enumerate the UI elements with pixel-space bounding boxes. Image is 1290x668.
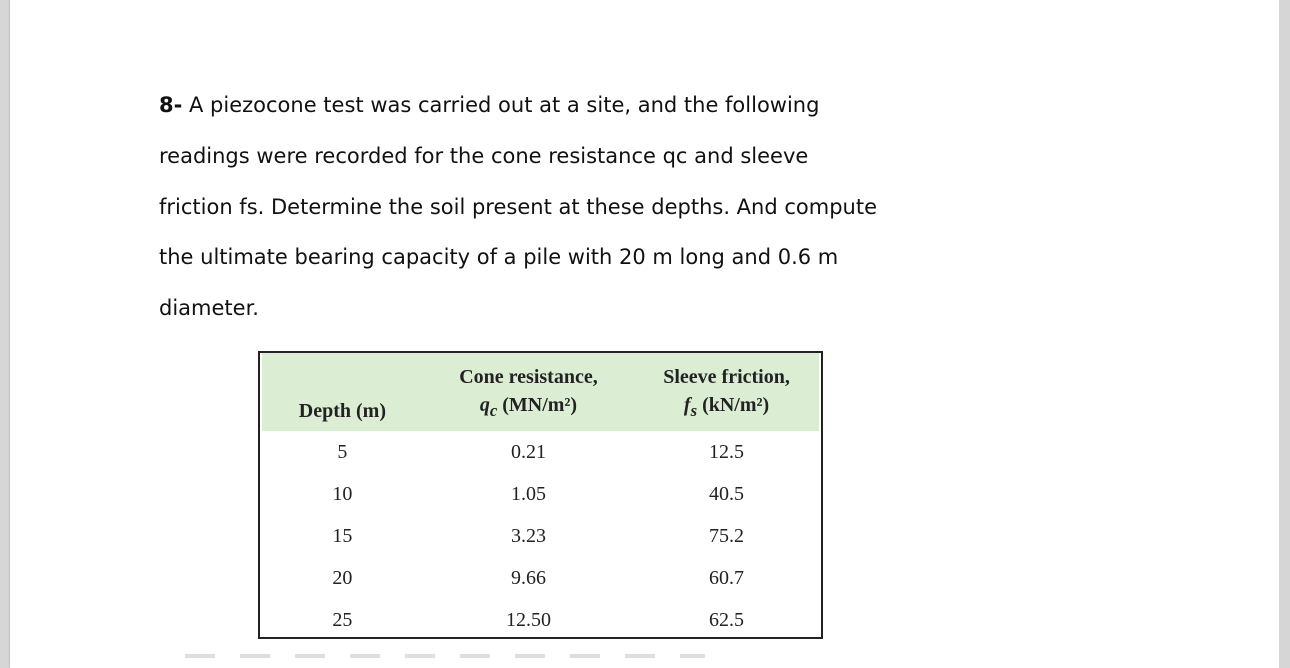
cell-depth: 15 — [332, 524, 353, 547]
question-text — [159, 80, 919, 334]
cell-cone: 9.66 — [510, 566, 546, 589]
question-line-1-text: A piezocone test was carried out at a site, and the following — [189, 93, 820, 117]
table-row — [262, 431, 819, 473]
question-line-2: readings were recorded for the cone resistance qc and sleeve — [159, 143, 809, 168]
header-sleeve-line1: Sleeve friction, — [663, 366, 790, 388]
cell-cone: 0.21 — [510, 440, 546, 463]
cell-sleeve: 62.5 — [709, 608, 745, 631]
question-line-4: the ultimate bearing capacity of a pile with 20 m long and 0.6 m — [159, 245, 839, 270]
cell-sleeve: 12.5 — [709, 440, 745, 463]
page-gutter-right — [1279, 0, 1290, 668]
cell-cone: 12.50 — [505, 608, 551, 631]
cut-off-text-fragment — [185, 654, 705, 658]
table-header-row — [262, 353, 819, 431]
cell-depth: 20 — [332, 566, 353, 589]
question-number: 8- — [159, 93, 183, 117]
cell-cone: 1.05 — [510, 482, 546, 505]
page-gutter-left — [0, 0, 10, 668]
header-depth: Depth (m) — [298, 400, 387, 422]
table-row — [262, 557, 819, 599]
question-line-5: diameter. — [159, 296, 259, 321]
header-sleeve-line2: $f_s$ (kN/m²) — [683, 394, 770, 420]
cell-cone: 3.23 — [510, 524, 546, 547]
header-cone-line2: $q_c$ (MN/m²) — [479, 394, 578, 420]
cpt-table — [262, 353, 819, 641]
cell-depth: 10 — [332, 482, 353, 505]
cell-sleeve: 40.5 — [709, 482, 745, 505]
cell-depth: 25 — [332, 608, 353, 631]
cell-depth: 5 — [337, 440, 348, 463]
table-row — [262, 473, 819, 515]
cell-sleeve: 60.7 — [709, 566, 745, 589]
cpt-data-table — [258, 351, 823, 639]
table-row — [262, 599, 819, 641]
question-line-1 — [159, 80, 919, 131]
cell-sleeve: 75.2 — [709, 524, 745, 547]
question-line-3: friction fs. Determine the soil present at these depths. And compute — [159, 194, 877, 219]
header-sleeve-friction — [634, 353, 819, 431]
header-cone-resistance — [423, 353, 634, 431]
header-cone-line1: Cone resistance, — [459, 366, 598, 388]
table-row — [262, 515, 819, 557]
